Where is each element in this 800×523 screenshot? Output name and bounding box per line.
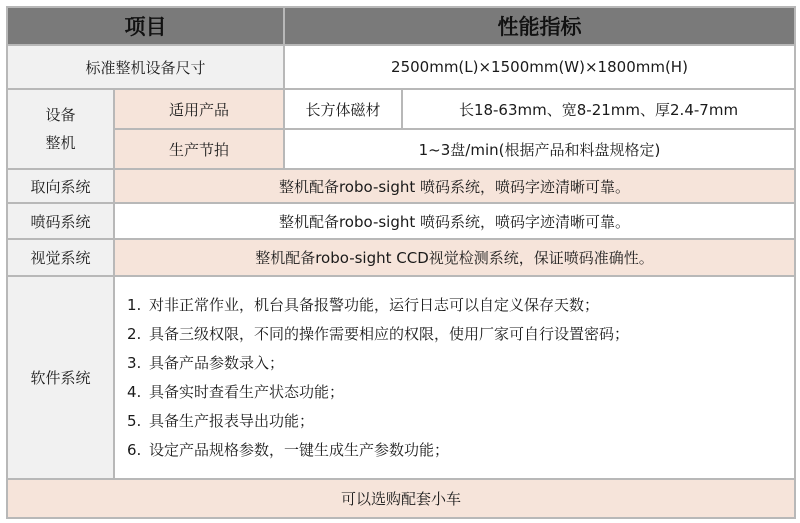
list-item-number: 2. bbox=[127, 324, 142, 343]
inkjet-row bbox=[7, 203, 795, 239]
list-item-text: 具备实时查看生产状态功能； bbox=[149, 382, 345, 401]
list-item bbox=[127, 291, 794, 320]
list-item-text: 具备三级权限，不同的操作需要相应的权限，使用厂家可自行设置密码； bbox=[149, 324, 630, 343]
footer-row bbox=[7, 479, 795, 518]
list-item-number: 4. bbox=[127, 382, 142, 401]
spec-table bbox=[6, 6, 796, 519]
vision-row bbox=[7, 239, 795, 276]
list-item bbox=[127, 378, 794, 407]
size-label: 标准整机设备尺寸 bbox=[7, 45, 284, 89]
software-list-cell bbox=[114, 276, 795, 478]
list-item-text: 具备产品参数录入； bbox=[149, 353, 285, 372]
list-item-number: 5. bbox=[127, 411, 142, 430]
vision-label: 视觉系统 bbox=[7, 239, 114, 276]
inkjet-label: 喷码系统 bbox=[7, 203, 114, 239]
header-spec: 性能指标 bbox=[284, 7, 795, 45]
product-spec: 长18-63mm、宽8-21mm、厚2.4-7mm bbox=[402, 89, 795, 129]
pickup-value: 整机配备robo-sight 喷码系统，喷码字迹清晰可靠。 bbox=[114, 169, 795, 203]
list-item-number: 1. bbox=[127, 295, 142, 314]
vision-value: 整机配备robo-sight CCD视觉检测系统，保证喷码准确性。 bbox=[114, 239, 795, 276]
header-item: 项目 bbox=[7, 7, 284, 45]
product-row bbox=[7, 89, 795, 129]
cycle-row bbox=[7, 129, 795, 169]
list-item-number: 6. bbox=[127, 440, 142, 459]
equipment-label-line1: 设备 bbox=[45, 106, 76, 125]
cycle-label: 生产节拍 bbox=[114, 129, 284, 169]
list-item bbox=[127, 320, 794, 349]
pickup-label: 取向系统 bbox=[7, 169, 114, 203]
software-row bbox=[7, 276, 795, 478]
list-item-text: 对非正常作业，机台具备报警功能，运行日志可以自定义保存天数； bbox=[149, 295, 600, 314]
list-item bbox=[127, 407, 794, 436]
equipment-label-line2: 整机 bbox=[45, 134, 76, 153]
list-item-text: 设定产品规格参数，一键生成生产参数功能； bbox=[149, 440, 450, 459]
inkjet-value: 整机配备robo-sight 喷码系统，喷码字迹清晰可靠。 bbox=[114, 203, 795, 239]
list-item bbox=[127, 436, 794, 465]
product-type: 长方体磁材 bbox=[284, 89, 402, 129]
cycle-value: 1~3盘/min(根据产品和料盘规格定) bbox=[284, 129, 795, 169]
list-item-text: 具备生产报表导出功能； bbox=[149, 411, 315, 430]
software-label: 软件系统 bbox=[7, 276, 114, 478]
size-row bbox=[7, 45, 795, 89]
equipment-label bbox=[7, 89, 114, 169]
footer-note: 可以选购配套小车 bbox=[7, 479, 795, 518]
list-item-number: 3. bbox=[127, 353, 142, 372]
header-row bbox=[7, 7, 795, 45]
size-value: 2500mm(L)×1500mm(W)×1800mm(H) bbox=[284, 45, 795, 89]
pickup-row bbox=[7, 169, 795, 203]
product-label: 适用产品 bbox=[114, 89, 284, 129]
software-feature-list bbox=[127, 291, 794, 465]
list-item bbox=[127, 349, 794, 378]
